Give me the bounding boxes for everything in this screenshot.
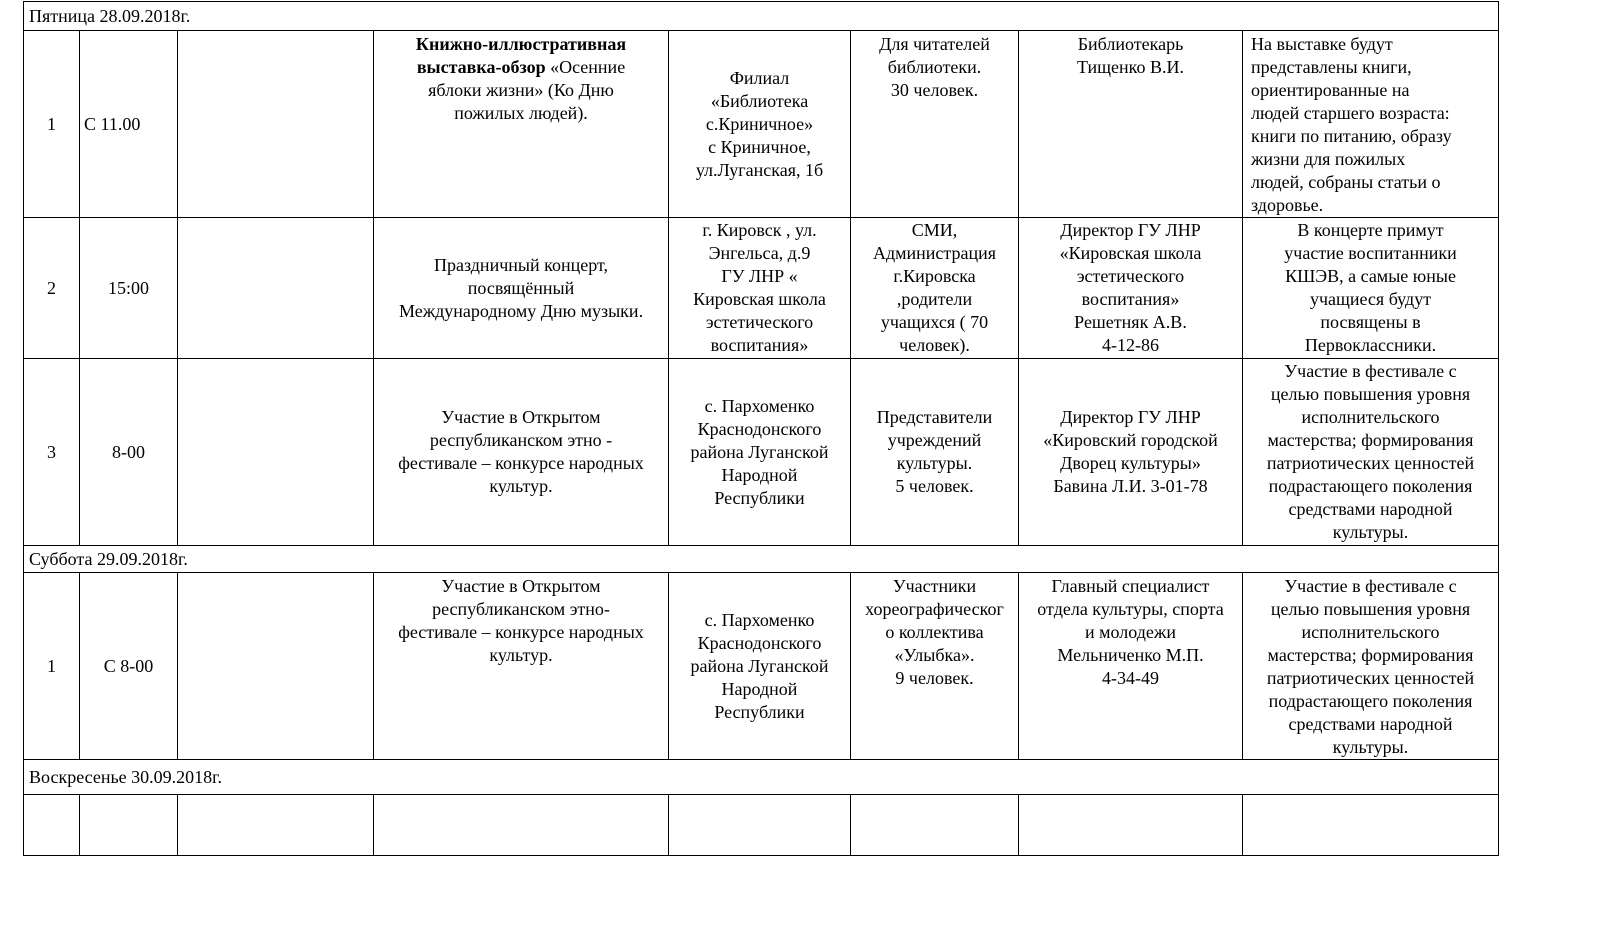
place-line: Народной: [721, 464, 798, 485]
table-row: [24, 359, 1499, 546]
event-title: [374, 31, 669, 218]
note-line: патриотических ценностей: [1266, 668, 1475, 688]
responsible-line: Мельниченко М.П.: [1057, 645, 1204, 665]
title-line: пожилых людей).: [454, 103, 588, 123]
responsible-line: Главный специалист: [1051, 576, 1210, 596]
empty-cell: [178, 31, 374, 218]
schedule-table: [23, 1, 1499, 856]
audience-line: 9 человек.: [895, 668, 974, 688]
note-line: На выставке будут: [1251, 34, 1393, 54]
title-line: яблоки жизни» (Ко Дню: [428, 80, 614, 100]
note-line: Участие в фестивале с: [1284, 361, 1457, 381]
title-line: культур.: [489, 645, 553, 665]
place-line: с.Криничное»: [705, 113, 814, 134]
note-line: патриотических ценностей: [1266, 453, 1475, 473]
title-bold-line: Книжно-иллюстративная: [415, 34, 627, 54]
title-line: «Осенние: [550, 57, 626, 77]
event-responsible: [1019, 218, 1243, 359]
table-row: [24, 573, 1499, 760]
note-line: мастерства; формирования: [1267, 430, 1474, 450]
note-line: средствами народной: [1288, 499, 1453, 519]
note-line: В концерте примут: [1297, 220, 1444, 240]
audience-line: библиотеки.: [887, 57, 982, 77]
table-row: [24, 795, 1499, 856]
note-line: ориентированные на: [1251, 80, 1410, 100]
place-line: с Криничное,: [708, 136, 811, 157]
responsible-line: 4-34-49: [1102, 668, 1159, 688]
place-line: Краснодонского: [697, 632, 822, 653]
event-note: [1243, 359, 1499, 546]
event-time: С 8-00: [80, 573, 178, 760]
place-line: с. Пархоменко: [704, 609, 815, 630]
responsible-line: Библиотекарь: [1077, 34, 1184, 54]
event-audience: [851, 218, 1019, 359]
empty-cell: [24, 795, 80, 856]
place-line: района Луганской: [690, 441, 829, 462]
responsible-line: и молодежи: [1085, 622, 1176, 642]
title-line: Праздничный концерт,: [434, 254, 608, 275]
place-line: эстетического: [705, 312, 814, 332]
audience-line: ,родители: [896, 289, 973, 309]
event-time: 15:00: [80, 218, 178, 359]
day-header-friday: [24, 2, 1499, 31]
note-line: культуры.: [1332, 522, 1409, 542]
event-place: [669, 359, 851, 546]
event-title: [374, 573, 669, 760]
place-line: Краснодонского: [697, 418, 822, 439]
place-line: Республики: [714, 701, 805, 722]
empty-cell: [1019, 795, 1243, 856]
note-line: здоровье.: [1251, 195, 1324, 215]
note-line: исполнительского: [1301, 622, 1440, 642]
audience-line: г.Кировска: [893, 266, 976, 286]
event-place: [669, 573, 851, 760]
event-title: [374, 218, 669, 359]
note-line: средствами народной: [1288, 714, 1453, 734]
place-line: Республики: [714, 487, 805, 508]
note-line: КШЭВ, а самые юные: [1285, 266, 1456, 286]
day-label: Воскресенье 30.09.2018г.: [24, 760, 1499, 795]
responsible-line: воспитания»: [1081, 289, 1180, 309]
note-line: целью повышения уровня: [1270, 384, 1471, 404]
audience-line: Представители: [876, 407, 993, 427]
note-line: людей, собраны статьи о: [1251, 172, 1441, 192]
title-line: Международному Дню музыки.: [398, 300, 644, 321]
title-line: фестивале – конкурсе народных: [398, 622, 644, 642]
place-line: г. Кировск , ул.: [702, 220, 817, 240]
note-line: посвящены в: [1320, 312, 1421, 332]
event-number: 1: [24, 31, 80, 218]
empty-cell: [1243, 795, 1499, 856]
audience-line: «Улыбка».: [894, 645, 975, 665]
event-number: 3: [24, 359, 80, 546]
note-line: книги по питанию, образу: [1251, 126, 1452, 146]
event-note: [1243, 218, 1499, 359]
event-time: С 11.00: [80, 31, 178, 218]
responsible-line: Директор ГУ ЛНР: [1060, 220, 1201, 240]
note-line: учащиеся будут: [1309, 289, 1432, 309]
event-audience: [851, 573, 1019, 760]
empty-cell: [178, 795, 374, 856]
table-row: [24, 31, 1499, 218]
place-line: ГУ ЛНР «: [721, 266, 798, 286]
audience-line: СМИ,: [911, 220, 958, 240]
table-row: [24, 218, 1499, 359]
empty-cell: [178, 573, 374, 760]
event-place: [669, 31, 851, 218]
note-line: Участие в фестивале с: [1284, 576, 1457, 596]
place-line: ул.Луганская, 1б: [695, 159, 824, 180]
note-line: участие воспитанники: [1284, 243, 1457, 263]
empty-cell: [178, 359, 374, 546]
place-line: Кировская школа: [693, 289, 826, 309]
note-line: подрастающего поколения: [1268, 691, 1473, 711]
event-number: 2: [24, 218, 80, 359]
note-line: мастерства; формирования: [1267, 645, 1474, 665]
note-line: подрастающего поколения: [1268, 476, 1473, 496]
event-note: [1243, 31, 1499, 218]
place-line: с. Пархоменко: [704, 395, 815, 416]
empty-cell: [80, 795, 178, 856]
audience-line: культуры.: [896, 453, 973, 473]
event-note: [1243, 573, 1499, 760]
title-bold-line: выставка-обзор: [416, 57, 546, 77]
empty-cell: [669, 795, 851, 856]
responsible-line: «Кировская школа: [1059, 243, 1202, 263]
empty-cell: [851, 795, 1019, 856]
day-header-saturday: [24, 546, 1499, 573]
place-line: района Луганской: [690, 655, 829, 676]
empty-cell: [178, 218, 374, 359]
audience-line: учащихся ( 70: [880, 312, 989, 332]
place-line: воспитания»: [710, 335, 809, 355]
event-audience: [851, 31, 1019, 218]
audience-line: Администрация: [872, 243, 997, 263]
responsible-line: Директор ГУ ЛНР: [1060, 407, 1201, 427]
audience-line: учреждений: [887, 430, 982, 450]
event-title: [374, 359, 669, 546]
audience-line: 5 человек.: [895, 476, 974, 496]
day-label: Суббота 29.09.2018г.: [24, 546, 1499, 573]
title-line: Участие в Открытом: [441, 407, 601, 427]
title-line: фестивале – конкурсе народных: [398, 453, 644, 473]
note-line: представлены книги,: [1251, 57, 1412, 77]
responsible-line: отдела культуры, спорта: [1037, 599, 1224, 619]
responsible-line: Бавина Л.И. 3-01-78: [1053, 476, 1208, 496]
event-audience: [851, 359, 1019, 546]
event-responsible: [1019, 31, 1243, 218]
responsible-line: эстетического: [1076, 266, 1185, 286]
place-line: «Библиотека: [710, 90, 809, 111]
responsible-line: Тищенко В.И.: [1077, 57, 1184, 77]
event-responsible: [1019, 573, 1243, 760]
audience-line: о коллектива: [885, 622, 984, 642]
audience-line: 30 человек.: [890, 80, 979, 100]
note-line: целью повышения уровня: [1270, 599, 1471, 619]
note-line: Первоклассники.: [1304, 335, 1437, 355]
day-header-sunday: [24, 760, 1499, 795]
event-place: [669, 218, 851, 359]
responsible-line: Дворец культуры»: [1060, 453, 1201, 473]
place-line: Народной: [721, 678, 798, 699]
responsible-line: 4-12-86: [1102, 335, 1159, 355]
event-number: 1: [24, 573, 80, 760]
title-line: республиканском этно-: [432, 599, 610, 619]
title-line: культур.: [489, 476, 553, 496]
place-line: Энгельса, д.9: [708, 243, 811, 263]
note-line: исполнительского: [1301, 407, 1440, 427]
note-line: культуры.: [1332, 737, 1409, 757]
title-line: Участие в Открытом: [441, 576, 601, 596]
responsible-line: Решетняк А.В.: [1074, 312, 1187, 332]
title-line: посвящённый: [467, 277, 575, 298]
responsible-line: «Кировский городской: [1043, 430, 1218, 450]
audience-line: хореографическог: [865, 599, 1004, 619]
empty-cell: [374, 795, 669, 856]
place-line: Филиал: [729, 67, 790, 88]
audience-line: Для читателей: [879, 34, 990, 54]
note-line: жизни для пожилых: [1251, 149, 1406, 169]
audience-line: Участники: [892, 576, 977, 596]
title-line: республиканском этно -: [429, 430, 613, 450]
day-label: Пятница 28.09.2018г.: [24, 2, 1499, 31]
note-line: людей старшего возраста:: [1251, 103, 1450, 123]
event-responsible: [1019, 359, 1243, 546]
event-time: 8-00: [80, 359, 178, 546]
audience-line: человек).: [899, 335, 970, 355]
